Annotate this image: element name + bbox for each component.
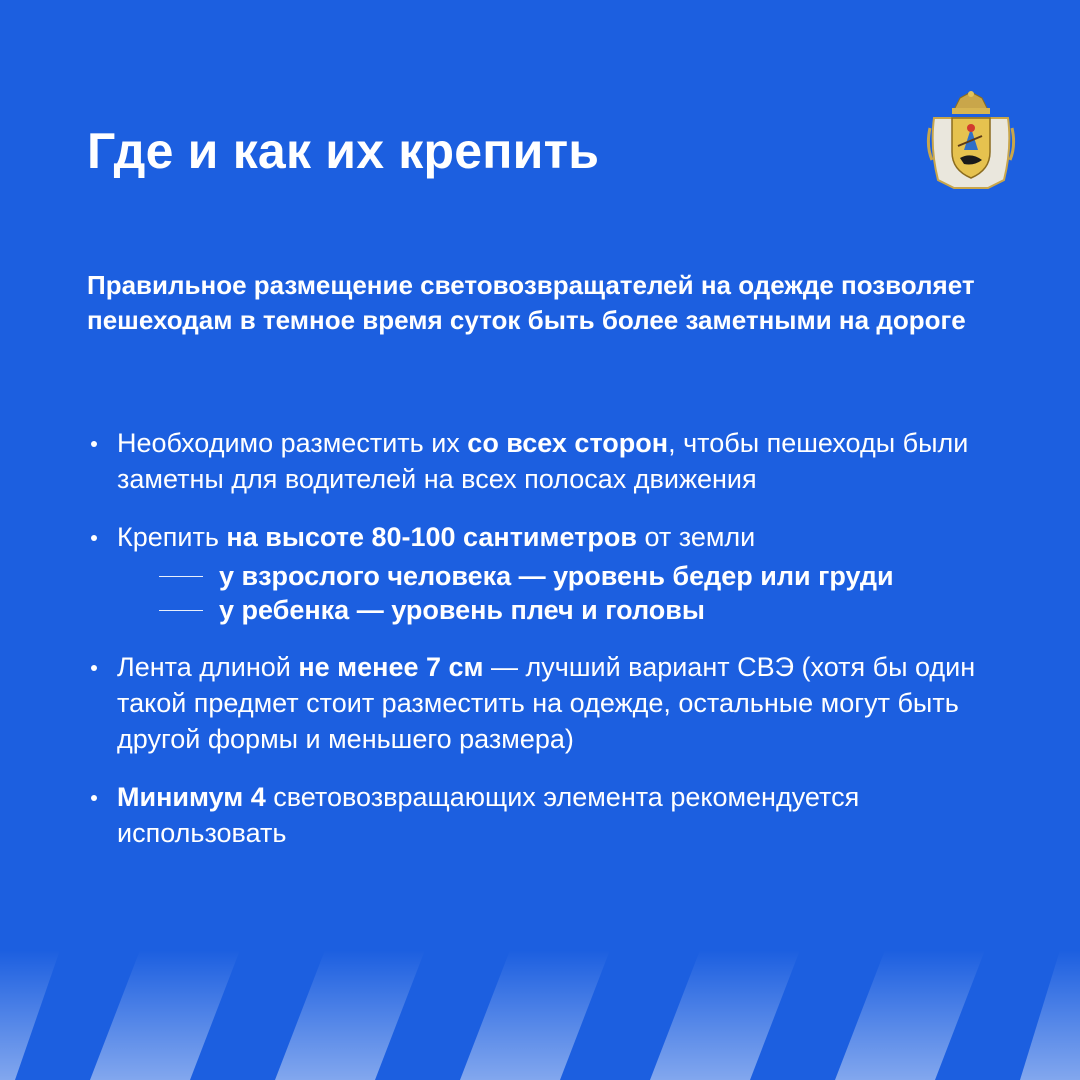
dash-line bbox=[159, 576, 203, 577]
sub-item bbox=[159, 593, 987, 627]
stripe bbox=[835, 950, 985, 1080]
stripe bbox=[460, 950, 610, 1080]
bullet-emphasis: Минимум 4 bbox=[117, 782, 266, 812]
bullet-text: световозвращающих элемента рекомендуется использовать bbox=[117, 782, 860, 848]
bullet-item bbox=[87, 519, 987, 627]
bullet-text: от земли bbox=[636, 522, 756, 552]
coat-of-arms-icon bbox=[924, 88, 1018, 192]
bullet-text: , чтобы пешеходы были заметны для водителей на всех полосах движения bbox=[117, 428, 969, 494]
bullet-text: Лента длиной bbox=[117, 652, 299, 682]
coat-shield bbox=[952, 118, 990, 178]
bullet-item bbox=[87, 779, 987, 851]
coat-crown bbox=[952, 91, 990, 114]
bullet-text: Необходимо разместить их bbox=[117, 428, 468, 458]
page-title: Где и как их крепить bbox=[87, 123, 600, 179]
bullet-emphasis: не менее 7 см bbox=[298, 652, 484, 682]
sub-item bbox=[159, 559, 987, 593]
stripe bbox=[275, 950, 425, 1080]
bullet-list bbox=[87, 425, 987, 851]
sub-item-text: у ребенка — уровень плеч и головы bbox=[219, 595, 705, 625]
bullet-emphasis: со всех сторон bbox=[467, 428, 669, 458]
sub-item-text: у взрослого человека — уровень бедер или груди bbox=[219, 561, 894, 591]
bullet-emphasis: на высоте 80-100 сантиметров bbox=[226, 522, 637, 552]
stripe bbox=[650, 950, 800, 1080]
stripe bbox=[0, 950, 60, 1080]
bullet-item bbox=[87, 649, 987, 757]
sub-list bbox=[117, 555, 987, 627]
bullet-text: — лучший вариант СВЭ (хотя бы один такой предмет стоит разместить на одежде, остальные могут быть другой формы и меньшего размера) bbox=[117, 652, 976, 754]
stripe bbox=[1020, 950, 1080, 1080]
bullet-item bbox=[87, 425, 987, 497]
lead-paragraph: Правильное размещение световозвращателей на одежде позволяет пешеходам в темное время суток быть более заметными на дороге bbox=[87, 270, 975, 335]
dash-line bbox=[159, 610, 203, 611]
stripe bbox=[90, 950, 240, 1080]
decorative-stripes bbox=[0, 950, 1080, 1080]
bullet-text: Крепить bbox=[117, 522, 227, 552]
